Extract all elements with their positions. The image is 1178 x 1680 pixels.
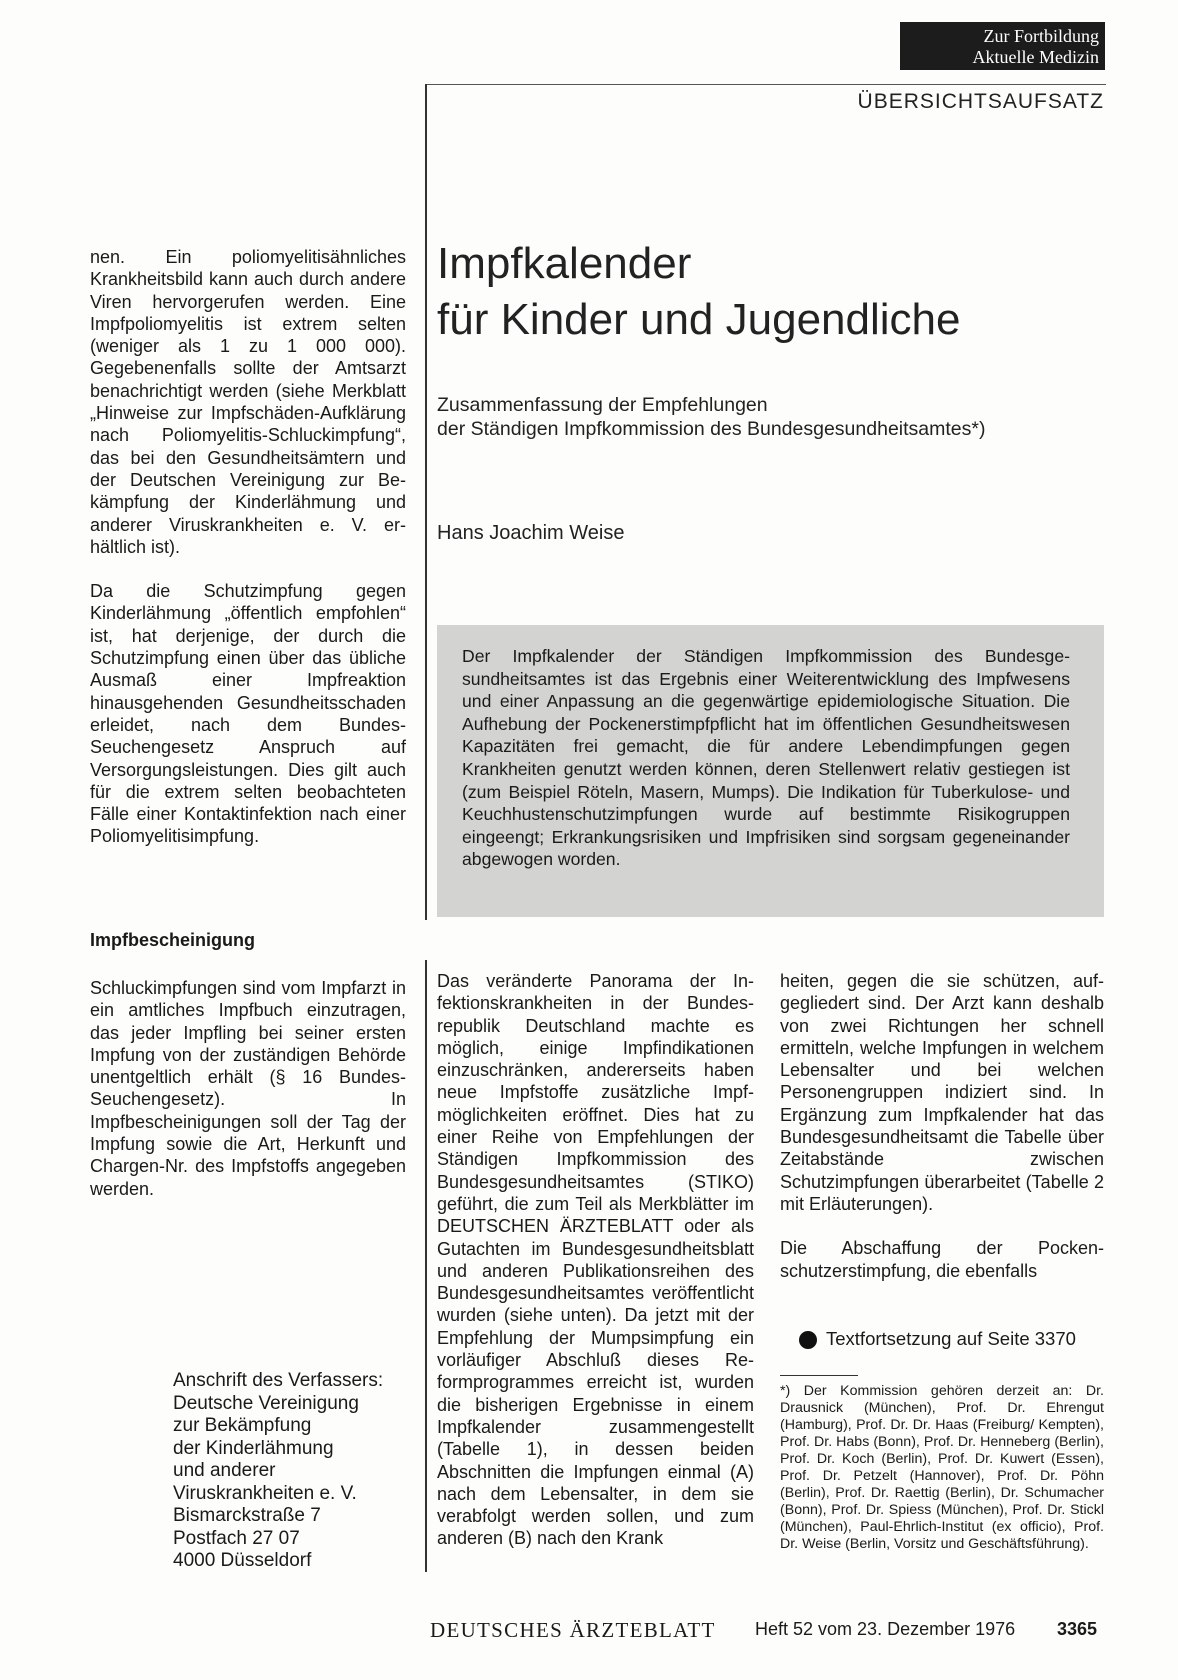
author-name: Hans Joachim Weise — [437, 522, 625, 544]
title-line: Impfkalender — [437, 239, 692, 288]
footnote-rule — [780, 1375, 858, 1376]
paragraph: Die Abschaffung der Pockenschutzerstimpfung, die ebenfalls — [780, 1238, 1104, 1281]
column-rule-lower — [425, 960, 427, 1572]
section-label: ÜBERSICHTSAUFSATZ — [857, 90, 1104, 113]
address-line: Bismarckstraße 7 — [173, 1505, 321, 1526]
footnote: *) Der Kommission gehören derzeit an: Dr. Drausnick (München), Prof. Dr. Ehrengut (Hamburg), Prof. Dr. Dr. Haas (Freiburg/ Kempten), Prof. Dr. Habs (Bonn), Prof. Dr. Henneberg (Berlin), Prof. Dr. Koch (Berlin), Prof. Dr. Kuwert (Essen), Prof. Dr. Petzelt (Hannover), Prof. Dr. Pöhn (Berlin), Prof. Dr. Raettig (Berlin), Dr. Schumacher (Bonn), Prof. Dr. Spiess (München), Prof. Dr. Stickl (München), Paul-Ehrlich-Institut (ex officio), Prof. Dr. Weise (Berlin, Vorsitz und Geschäftsführung). — [780, 1383, 1104, 1552]
continuation-note: Textfortsetzung auf Seite 3370 — [826, 1328, 1076, 1349]
address-line: 4000 Düsseldorf — [173, 1550, 312, 1571]
paragraph: heiten, gegen die sie schützen, aufgegliedert sind. Der Arzt kann deshalb von zwei Richtungen her schnell ermitteln, welche Impfungen in welchem Lebensalter und bei welchen Personengruppen indiziert sind. In Ergänzung zum Impfkalender hat das Bundesgesundheitsamt die Tabelle über Zeitabstände zwischen Schutzimpfungen überarbeitet (Tabelle 2 mit Erläuterungen). — [780, 971, 1104, 1214]
article-title — [437, 236, 960, 348]
address-line: Deutsche Vereinigung — [173, 1392, 359, 1414]
right-column — [780, 970, 1104, 1282]
paragraph: Da die Schutzimpfung gegen Kinderlähmung „öffentlich empfohlen“ ist, hat derjenige, der durch die Schutzimpfung einen über das übliche Ausmaß einer Impfreaktion hinausgehenden Gesundheitsschaden erleidet, nach dem Bundes-Seuchengesetz Anspruch auf Versorgungsleistungen. Dies gilt auch für die extrem selten beobachteten Fälle einer Kontaktinfektion nach einer Poliomyelitisimpfung. — [90, 581, 406, 847]
address-line: zur Bekämpfung — [173, 1415, 312, 1436]
subtitle-line: Zusammenfassung der Empfehlungen — [437, 394, 768, 416]
column-rule-upper — [425, 84, 427, 920]
page-number: 3365 — [1057, 1619, 1098, 1639]
address-line: und anderer — [173, 1460, 276, 1481]
address-line: Postfach 27 07 — [173, 1527, 300, 1549]
address-line: Viruskrankheiten e. V. — [173, 1482, 357, 1504]
badge-line-1: Zur Fortbildung — [983, 26, 1099, 46]
paragraph: Schluckimpfungen sind vom Impfarzt in ein amtliches Impfbuch einzutragen, das jeder Impfling bei seiner ersten Impfung von der zuständigen Behörde unentgeltlich erhält (§ 16 Bundes-Seuchengesetz). In Impfbescheinigungen soll der Tag der Impfung sowie die Art, Herkunft und Chargen-Nr. des Impfstoffs angegeben werden. — [90, 978, 406, 1199]
middle-column: Das veränderte Panorama der Infektionskrankheiten in der Bundesrepublik Deutschland machte es möglich, einige Impfindikationen einzuschränken, andererseits haben neue Impfstoffe zusätzliche Impfmöglichkeiten eröffnet. Dies hat zu einer Reihe von Empfehlungen der Ständigen Impfkommission des Bundesgesundheitsamtes (STIKO) geführt, die zum Teil als Merkblätter im DEUTSCHEN ÄRZTEBLATT oder als Gutachten im Bundesgesundheitsblatt und anderen Publikationsreihen des Bundesgesundheitsamtes veröffentlicht wurden (siehe unten). Da jetzt mit der Empfehlung der Mumpsimpfung ein vorläufiger Abschluß dieses Reformprogrammes erreicht ist, wurden die bisherigen Ergebnisse in einem Impfkalender zusammengestellt (Tabelle 1), in dessen beiden Abschnitten die Impfungen einmal (A) nach dem Lebensalter, in dem sie verabfolgt werden sollen, und zum anderen (B) nach den Krank — [437, 971, 754, 1549]
address-line: Anschrift des Verfassers: — [173, 1370, 384, 1391]
section-badge — [900, 22, 1105, 70]
subtitle-line: der Ständigen Impfkommission des Bundesgesundheitsamtes*) — [437, 418, 986, 440]
section-heading: Impfbescheinigung — [90, 930, 256, 950]
issue-info: Heft 52 vom 23. Dezember 1976 — [755, 1619, 1016, 1639]
badge-line-2: Aktuelle Medizin — [972, 47, 1099, 67]
left-column-upper — [90, 246, 406, 848]
journal-name: DEUTSCHES ÄRZTEBLATT — [430, 1618, 716, 1642]
article-subtitle — [437, 393, 985, 441]
abstract-box: Der Impfkalender der Ständigen Impfkommission des Bundesgesundheitsamtes ist das Ergebnis einer Weiterentwicklung des Impfwesens und einer Anpassung an die gegenwärtige epidemiologische Situation. Die Aufhebung der Pockenerstimpfpflicht hat im öffentlichen Gesundheitswesen Kapazitäten frei gemacht, die für andere Lebendimpfungen gegen Krankheiten genutzt werden können, deren Stellenwert relativ gestiegen ist (zum Beispiel Röteln, Masern, Mumps). Die Indikation für Tuberkulose- und Keuchhustenschutzimpfungen wurde auf bestimmte Risikogruppen eingeengt; Erkrankungsrisiken und Impfrisiken sind sorgsam gegeneinander abgewogen worden. — [437, 625, 1104, 917]
author-address — [173, 1370, 383, 1573]
paragraph: nen. Ein poliomyelitisähnliches Krankheitsbild kann auch durch andere Viren hervorgerufen werden. Eine Impfpoliomyelitis ist extrem selten (weniger als 1 zu 1 000 000). Gegebenenfalls sollte der Amtsarzt benachrichtigt werden (siehe Merkblatt „Hinweise zur Impfschäden-Aufklärung nach Poliomyelitis-Schluckimpfung“, das bei den Gesundheitsämtern und der Deutschen Vereinigung zur Bekämpfung der Kinderlähmung und anderer Viruskrankheiten e. V. erhältlich ist). — [90, 247, 406, 557]
bullet-icon — [799, 1331, 817, 1349]
title-line: für Kinder und Jugendliche — [437, 295, 961, 344]
address-line: der Kinderlähmung — [173, 1437, 334, 1459]
left-column-lower — [90, 977, 406, 1200]
top-rule — [425, 84, 1106, 85]
